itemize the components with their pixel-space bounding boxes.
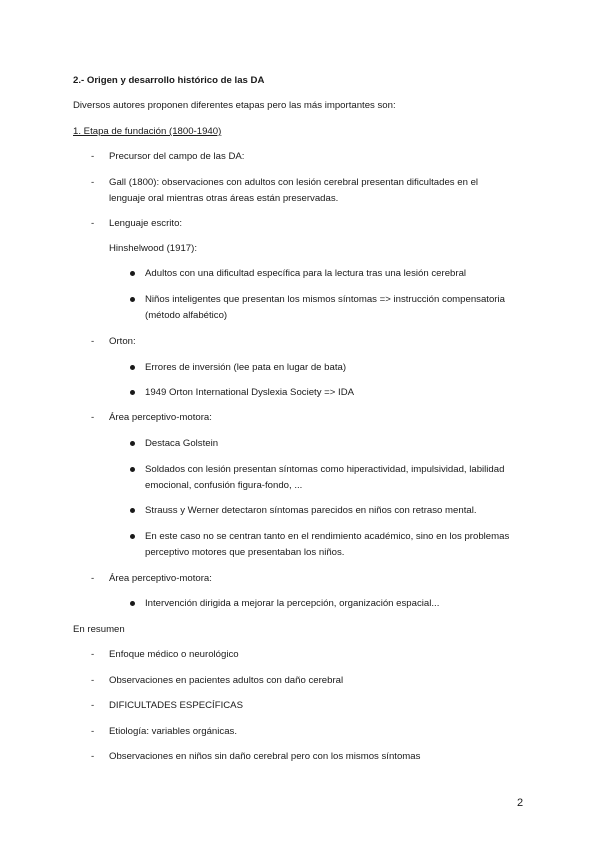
dash-marker: -	[91, 700, 95, 711]
hinshelwood-bullet-2-line1: Niños inteligentes que presentan los mismos síntomas => instrucción compensatoria	[145, 294, 505, 305]
bullet-dot	[130, 508, 135, 513]
dash-marker: -	[91, 412, 95, 423]
bullet-dot	[130, 297, 135, 302]
bullet-dot	[130, 441, 135, 446]
area-bullet-4-line1: En este caso no se centran tanto en el rendimiento académico, sino en los problemas	[145, 531, 510, 542]
orton-bullet-2: 1949 Orton International Dyslexia Society => IDA	[145, 387, 355, 398]
summary-item: Etiología: variables orgánicas.	[109, 726, 237, 737]
dash-marker: -	[91, 573, 95, 584]
dash-marker: -	[91, 726, 95, 737]
bullet-dot	[130, 271, 135, 276]
dash-marker: -	[91, 675, 95, 686]
intro-text: Diversos autores proponen diferentes etapas pero las más importantes son:	[73, 100, 396, 111]
bullet-dot	[130, 467, 135, 472]
dash-marker: -	[91, 151, 95, 162]
area-bullet-3: Strauss y Werner detectaron síntomas parecidos en niños con retraso mental.	[145, 505, 477, 516]
area-bullet-1: Destaca Golstein	[145, 438, 219, 449]
summary-item: Enfoque médico o neurológico	[109, 649, 239, 660]
item-lenguaje: Lenguaje escrito:	[109, 218, 183, 229]
dash-marker: -	[91, 751, 95, 762]
stage-title: 1. Etapa de fundación (1800-1940)	[73, 126, 222, 137]
item-area-perceptivo-2: Área perceptivo-motora:	[109, 573, 212, 584]
bullet-dot	[130, 390, 135, 395]
page-number: 2	[517, 797, 524, 809]
orton-bullet-1: Errores de inversión (lee pata en lugar de bata)	[145, 362, 347, 373]
summary-item: Observaciones en pacientes adultos con daño cerebral	[109, 675, 344, 686]
dash-marker: -	[91, 649, 95, 660]
dash-marker: -	[91, 218, 95, 229]
hinshelwood-bullet-2-line2: (método alfabético)	[145, 310, 228, 321]
item-gall-line1: Gall (1800): observaciones con adultos con lesión cerebral presentan dificultades en el	[109, 177, 479, 188]
summary-item: Observaciones en niños sin daño cerebral pero con los mismos síntomas	[109, 751, 421, 762]
bullet-dot	[130, 534, 135, 539]
item-area-perceptivo-1: Área perceptivo-motora:	[109, 412, 212, 423]
area-bullet-2-line2: emocional, confusión figura-fondo, ...	[145, 480, 303, 491]
summary-title: En resumen	[73, 624, 125, 635]
item-precursor: Precursor del campo de las DA:	[109, 151, 245, 162]
item-hinshelwood: Hinshelwood (1917):	[109, 243, 197, 254]
item-orton: Orton:	[109, 336, 136, 347]
hinshelwood-bullet-1: Adultos con una dificultad específica para la lectura tras una lesión cerebral	[145, 268, 467, 279]
bullet-dot	[130, 365, 135, 370]
dash-marker: -	[91, 336, 95, 347]
dash-marker: -	[91, 177, 95, 188]
section-heading: 2.- Origen y desarrollo histórico de las DA	[73, 75, 265, 86]
area-bullet-4-line2: perceptivo motores que presentaban los niños.	[145, 547, 345, 558]
item-gall-line2: lenguaje oral mientras otras áreas están preservadas.	[109, 193, 339, 204]
area-bullet-2-line1: Soldados con lesión presentan síntomas como hiperactividad, impulsividad, labilidad	[145, 464, 505, 475]
area2-bullet-1: Intervención dirigida a mejorar la percepción, organización espacial...	[145, 598, 440, 609]
bullet-dot	[130, 601, 135, 606]
summary-item: DIFICULTADES ESPECÍFICAS	[109, 700, 243, 711]
